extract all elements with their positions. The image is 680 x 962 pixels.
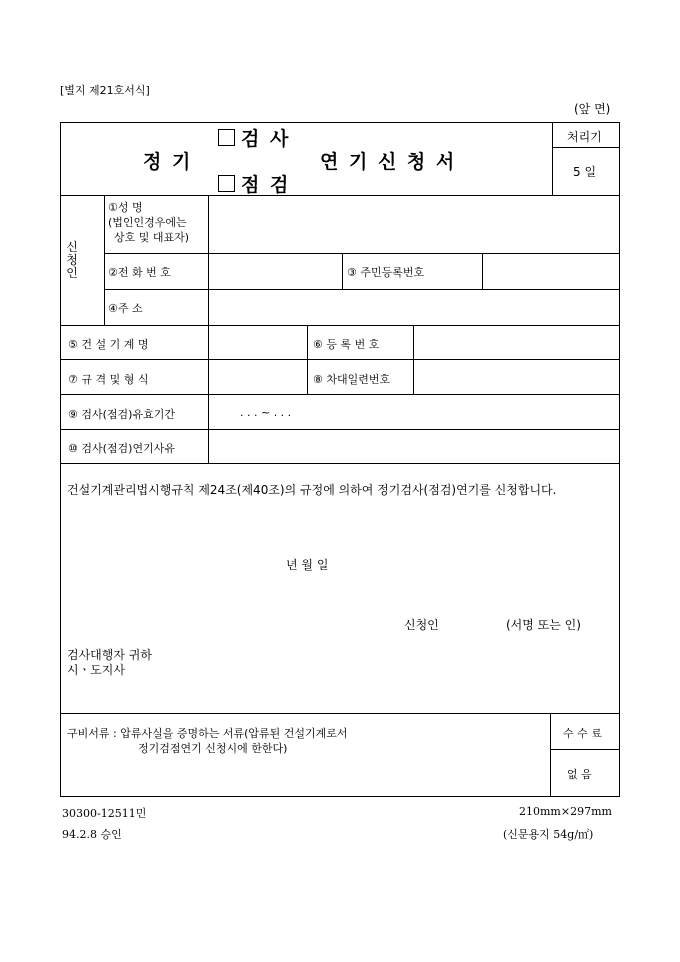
name-label-note1: (법인인경우에는 <box>108 216 187 229</box>
signature-hint[interactable]: (서명 또는 인) <box>506 618 581 632</box>
chassis-no-field[interactable] <box>415 361 618 393</box>
machine-name-label: ⑤ 건 설 기 계 명 <box>68 338 149 351</box>
chassis-no-label: ⑧ 차대일련번호 <box>313 373 391 386</box>
recipient-agency: 검사대행자 귀하 <box>67 648 152 662</box>
title-left: 정 기 <box>143 151 193 173</box>
paper-type: (신문용지 54g/㎡) <box>503 828 594 841</box>
frame-left <box>60 122 61 797</box>
reason-label: ⑩ 검사(점검)연기사유 <box>68 442 175 455</box>
recipient-governor: 시ㆍ도지사 <box>67 663 125 677</box>
form-number: [별지 제21호서식] <box>60 84 150 97</box>
checkbox-check[interactable] <box>218 175 235 192</box>
fee-value: 없 음 <box>567 768 592 781</box>
processing-days: 5 일 <box>573 165 597 179</box>
application-statement: 건설기계관리법시행규칙 제24조(제40조)의 규정에 의하여 정기검사(점검)연기를 신청합니다. <box>67 483 557 497</box>
applicant-group-label: 신청인 <box>66 240 78 280</box>
rrn-field[interactable] <box>484 255 618 287</box>
front-side-label: (앞 면) <box>574 102 611 116</box>
phone-label: ②전 화 번 호 <box>108 266 171 279</box>
model-label: ⑦ 규 격 및 형 식 <box>68 373 149 386</box>
reg-no-field[interactable] <box>415 327 618 358</box>
validity-value[interactable]: . . . ~ . . . <box>240 406 292 419</box>
phone-field[interactable] <box>210 255 340 287</box>
frame-bottom <box>60 796 620 797</box>
machine-name-field[interactable] <box>210 327 306 358</box>
name-label: ①성 명 <box>108 201 143 214</box>
address-label: ④주 소 <box>108 302 143 315</box>
name-label-note2: 상호 및 대표자) <box>114 231 190 244</box>
rrn-label: ③ 주민등록번호 <box>347 266 425 279</box>
applicant-sign-label: 신청인 <box>404 618 439 632</box>
approval-date: 94.2.8 승인 <box>62 828 122 841</box>
reason-field[interactable] <box>210 431 618 462</box>
title-option-inspection: 검 사 <box>218 124 290 151</box>
title-right: 연 기 신 청 서 <box>320 151 457 173</box>
model-field[interactable] <box>210 361 306 393</box>
name-field[interactable] <box>210 197 618 251</box>
paper-size: 210mm×297mm <box>519 805 612 818</box>
frame-top <box>60 122 620 123</box>
fee-label: 수 수 료 <box>563 727 602 740</box>
checkbox-inspection[interactable] <box>218 129 235 146</box>
processing-label: 처리기 <box>567 130 602 144</box>
application-date[interactable]: 년 월 일 <box>286 558 329 572</box>
validity-label: ⑨ 검사(점검)유효기간 <box>68 408 175 421</box>
required-docs-line1: 구비서류 : 압류사실을 증명하는 서류(압류된 건설기계로서 <box>67 727 348 740</box>
frame-right <box>619 122 620 797</box>
reg-no-label: ⑥ 등 록 번 호 <box>313 338 380 351</box>
address-field[interactable] <box>210 291 618 323</box>
form-code: 30300-12511민 <box>62 807 147 820</box>
title-option-check: 점 검 <box>218 170 290 197</box>
required-docs-line2: 정기검점연기 신청시에 한한다) <box>138 742 288 755</box>
